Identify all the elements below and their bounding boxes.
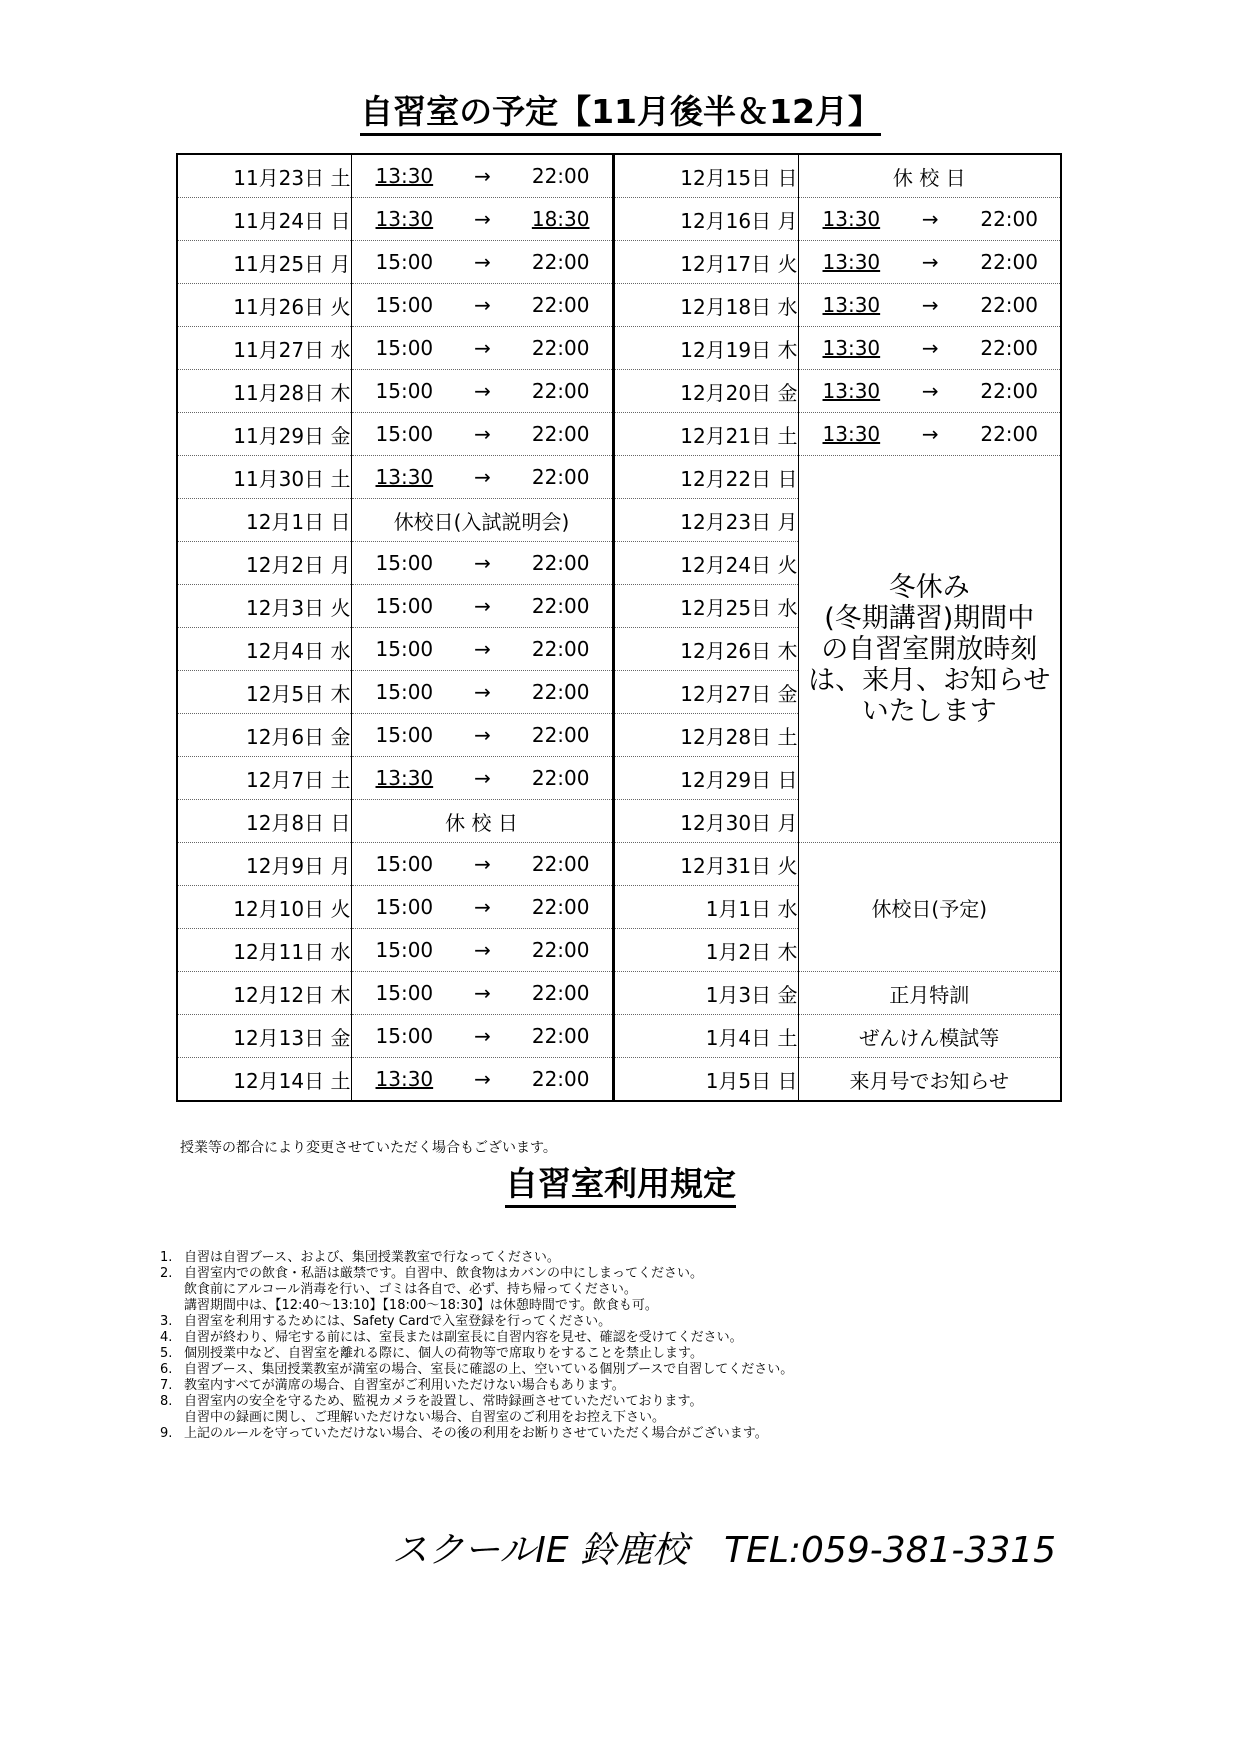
end-time: 22:00	[531, 379, 590, 403]
date-cell: 12月1日 日	[177, 499, 351, 542]
date-cell: 12月31日 火	[613, 843, 798, 886]
date-cell: 12月14日 土	[233, 1068, 351, 1093]
hours-cell: 休 校 日	[798, 154, 1061, 198]
date-cell: 12月17日 火	[613, 241, 798, 284]
date-cell: 1月3日 金	[613, 972, 798, 1015]
rule-item	[160, 1394, 1060, 1410]
arrow-icon: →	[474, 938, 491, 962]
date-cell: 12月5日 木	[177, 671, 351, 714]
arrow-icon: →	[474, 981, 491, 1005]
date-cell: 12月4日 水	[177, 628, 351, 671]
table-row	[177, 456, 1061, 499]
arrow-icon: →	[474, 594, 491, 618]
end-time: 22:00	[531, 1024, 590, 1048]
arrow-icon: →	[474, 336, 491, 360]
start-time: 13:30	[822, 207, 881, 231]
hours-cell: 来月号でお知らせ	[798, 1058, 1061, 1102]
arrow-icon: →	[474, 852, 491, 876]
table-row	[177, 843, 1061, 886]
rule-item	[160, 1362, 1060, 1378]
rule-item	[160, 1266, 1060, 1282]
table-row	[177, 370, 1061, 413]
start-time: 15:00	[375, 551, 434, 575]
rule-number: 4.	[160, 1330, 173, 1345]
rule-text: 自習室を利用するためには、Safety Cardで入室登録を行ってください。	[184, 1314, 612, 1329]
hours-cell	[351, 327, 613, 370]
arrow-icon: →	[474, 895, 491, 919]
hours-cell	[351, 628, 613, 671]
date-cell: 12月24日 火	[613, 542, 798, 585]
rule-item	[160, 1250, 1060, 1266]
hours-cell	[351, 198, 613, 241]
date-cell: 12月28日 土	[613, 714, 798, 757]
start-time: 13:30	[822, 293, 881, 317]
start-time: 13:30	[375, 766, 434, 790]
rule-text: 個別授業中など、自習室を離れる際に、個人の荷物等で席取りをすることを禁止します。	[184, 1346, 703, 1361]
hours-cell	[351, 972, 613, 1015]
rule-text: 自習室内での飲食・私語は厳禁です。自習中、飲食物はカバンの中にしまってください。	[184, 1266, 703, 1281]
date-cell: 12月15日 日	[613, 154, 798, 198]
arrow-icon: →	[474, 1024, 491, 1048]
hours-cell	[798, 370, 1061, 413]
rule-item	[160, 1330, 1060, 1346]
date-cell: 12月21日 土	[613, 413, 798, 456]
end-time: 22:00	[531, 723, 590, 747]
rule-item	[160, 1314, 1060, 1330]
hours-cell	[351, 585, 613, 628]
arrow-icon: →	[474, 1067, 491, 1091]
date-cell: 12月20日 金	[613, 370, 798, 413]
date-cell: 12月12日 木	[177, 972, 351, 1015]
table-row	[177, 413, 1061, 456]
rule-text: 自習中の録画に関し、ご理解いただけない場合、自習室のご利用をお控え下さい。	[184, 1410, 666, 1425]
hours-cell	[351, 241, 613, 284]
rule-item	[160, 1282, 1060, 1298]
hours-cell	[351, 843, 613, 886]
date-cell: 12月10日 火	[177, 886, 351, 929]
start-time: 15:00	[375, 336, 434, 360]
date-cell: 12月6日 金	[177, 714, 351, 757]
school-contact: スクールIE 鈴鹿校 TEL:059-381-3315	[392, 1530, 1057, 1571]
date-cell: 11月24日 日	[177, 198, 351, 241]
start-time: 15:00	[375, 250, 434, 274]
end-time: 22:00	[980, 250, 1038, 274]
hours-cell	[351, 370, 613, 413]
end-time: 22:00	[531, 594, 590, 618]
arrow-icon: →	[474, 164, 491, 188]
start-time: 15:00	[375, 852, 434, 876]
end-time: 22:00	[531, 250, 590, 274]
date-cell: 12月3日 火	[177, 585, 351, 628]
rule-number: 2.	[160, 1266, 173, 1281]
end-time: 18:30	[531, 207, 590, 231]
rule-item	[160, 1298, 1060, 1314]
table-row	[177, 327, 1061, 370]
arrow-icon: →	[474, 766, 491, 790]
start-time: 15:00	[375, 723, 434, 747]
end-time: 22:00	[531, 164, 590, 188]
hours-cell	[798, 327, 1061, 370]
rule-number: 3.	[160, 1314, 173, 1329]
date-cell: 11月30日 土	[177, 456, 351, 499]
rule-text: 上記のルールを守っていただけない場合、その後の利用をお断りさせていただく場合がございます。	[184, 1426, 768, 1441]
start-time: 13:30	[375, 207, 434, 231]
winter-notice-line: 冬休み	[888, 571, 970, 603]
date-cell: 12月19日 木	[613, 327, 798, 370]
date-cell: 12月26日 木	[613, 628, 798, 671]
date-cell: 12月8日 日	[177, 800, 351, 843]
end-time: 22:00	[531, 1067, 590, 1091]
end-time: 22:00	[980, 336, 1038, 360]
end-time: 22:00	[531, 852, 590, 876]
end-time: 22:00	[531, 981, 590, 1005]
table-row	[177, 284, 1061, 327]
hours-cell: 正月特訓	[798, 972, 1061, 1015]
arrow-icon: →	[474, 379, 491, 403]
hours-cell	[798, 413, 1061, 456]
hours-cell	[351, 886, 613, 929]
start-time: 15:00	[375, 895, 434, 919]
hours-cell	[351, 1015, 613, 1058]
table-row	[177, 154, 1061, 198]
start-time: 13:30	[822, 379, 881, 403]
start-time: 15:00	[375, 637, 434, 661]
hours-cell: 休校日(予定)	[798, 843, 1061, 972]
arrow-icon: →	[474, 465, 491, 489]
start-time: 13:30	[822, 422, 881, 446]
rule-item	[160, 1378, 1060, 1394]
end-time: 22:00	[531, 293, 590, 317]
date-cell: 12月7日 土	[177, 757, 351, 800]
arrow-icon: →	[921, 207, 939, 231]
start-time: 15:00	[375, 293, 434, 317]
end-time: 22:00	[531, 680, 590, 704]
hours-cell	[351, 413, 613, 456]
hours-cell	[351, 757, 613, 800]
start-time: 13:30	[822, 336, 881, 360]
hours-cell	[351, 929, 613, 972]
arrow-icon: →	[921, 336, 939, 360]
rule-number: 9.	[160, 1426, 173, 1441]
arrow-icon: →	[474, 680, 491, 704]
start-time: 15:00	[375, 981, 434, 1005]
rule-text: 飲食前にアルコール消毒を行い、ゴミは各自で、必ず、持ち帰ってください。	[184, 1282, 637, 1297]
end-time: 22:00	[531, 938, 590, 962]
table-row	[177, 1058, 1061, 1102]
end-time: 22:00	[531, 422, 590, 446]
start-time: 13:30	[375, 1067, 434, 1091]
hours-cell	[351, 671, 613, 714]
date-cell: 11月29日 金	[177, 413, 351, 456]
end-time: 22:00	[980, 293, 1038, 317]
end-time: 22:00	[531, 637, 590, 661]
winter-notice-line: の自習室開放時刻	[821, 633, 1038, 665]
start-time: 15:00	[375, 422, 434, 446]
end-time: 22:00	[531, 895, 590, 919]
table-row	[177, 1015, 1061, 1058]
end-time: 22:00	[531, 766, 590, 790]
rule-number: 5.	[160, 1346, 173, 1361]
table-row	[177, 198, 1061, 241]
hours-cell: 休校日(入試説明会)	[351, 499, 613, 542]
arrow-icon: →	[474, 723, 491, 747]
date-cell: 11月26日 火	[177, 284, 351, 327]
hours-cell	[798, 241, 1061, 284]
hours-cell	[351, 154, 613, 198]
hours-cell	[351, 456, 613, 499]
arrow-icon: →	[921, 379, 939, 403]
date-cell: 12月29日 日	[613, 757, 798, 800]
date-cell: 12月16日 月	[613, 198, 798, 241]
hours-cell	[351, 284, 613, 327]
end-time: 22:00	[980, 379, 1038, 403]
date-cell: 12月11日 水	[177, 929, 351, 972]
arrow-icon: →	[474, 551, 491, 575]
date-cell: 11月28日 木	[177, 370, 351, 413]
hours-cell: 休 校 日	[351, 800, 613, 843]
date-cell: 1月2日 木	[613, 929, 798, 972]
arrow-icon: →	[474, 250, 491, 274]
end-time: 22:00	[531, 465, 590, 489]
rule-text: 自習が終わり、帰宅する前には、室長または副室長に自習内容を見せ、確認を受けてください。	[184, 1330, 743, 1345]
rule-text: 教室内すべてが満席の場合、自習室がご利用いただけない場合もあります。	[184, 1378, 625, 1393]
start-time: 15:00	[375, 680, 434, 704]
winter-notice-line: いたします	[861, 695, 997, 727]
end-time: 22:00	[980, 207, 1038, 231]
hours-cell	[798, 198, 1061, 241]
change-notice: 授業等の都合により変更させていただく場合もございます。	[180, 1140, 557, 1156]
start-time: 15:00	[375, 379, 434, 403]
start-time: 15:00	[375, 594, 434, 618]
winter-notice-line: は、来月、お知らせ	[808, 664, 1051, 696]
arrow-icon: →	[921, 293, 939, 317]
table-row	[177, 241, 1061, 284]
winter-notice-line: (冬期講習)期間中	[824, 602, 1035, 634]
date-cell: 1月5日 日	[613, 1058, 798, 1102]
date-cell: 1月4日 土	[613, 1015, 798, 1058]
rules-title: 自習室利用規定	[0, 1158, 1241, 1205]
page-title: 自習室の予定【11月後半＆12月】	[0, 86, 1241, 133]
rule-item	[160, 1410, 1060, 1426]
rule-text: 自習ブース、集団授業教室が満室の場合、室長に確認の上、空いている個別ブースで自習してください。	[184, 1362, 794, 1377]
arrow-icon: →	[474, 637, 491, 661]
hours-cell	[351, 542, 613, 585]
rule-item	[160, 1346, 1060, 1362]
hours-cell	[351, 714, 613, 757]
date-cell: 12月23日 月	[613, 499, 798, 542]
arrow-icon: →	[921, 250, 939, 274]
rule-text: 自習室内の安全を守るため、監視カメラを設置し、常時録画させていただいております。	[184, 1394, 703, 1409]
rule-item	[160, 1426, 1060, 1442]
arrow-icon: →	[474, 293, 491, 317]
rule-text: 自習は自習ブース、および、集団授業教室で行なってください。	[184, 1250, 560, 1265]
hours-cell	[798, 456, 1061, 843]
arrow-icon: →	[474, 422, 491, 446]
date-cell: 12月9日 月	[177, 843, 351, 886]
date-cell: 12月18日 水	[613, 284, 798, 327]
date-cell: 12月13日 金	[177, 1015, 351, 1058]
hours-cell	[351, 1058, 613, 1102]
arrow-icon: →	[921, 422, 939, 446]
date-cell: 12月30日 月	[613, 800, 798, 843]
start-time: 13:30	[375, 465, 434, 489]
rule-number: 1.	[160, 1250, 173, 1265]
table-row	[177, 972, 1061, 1015]
rules-list	[160, 1250, 1060, 1442]
schedule-table	[176, 153, 1062, 1102]
rule-number: 6.	[160, 1362, 173, 1377]
date-cell: 12月27日 金	[613, 671, 798, 714]
date-cell: 11月25日 月	[177, 241, 351, 284]
date-cell: 12月22日 日	[613, 456, 798, 499]
date-cell: 12月25日 水	[613, 585, 798, 628]
start-time: 15:00	[375, 1024, 434, 1048]
date-cell: 12月2日 月	[177, 542, 351, 585]
date-cell: 11月23日 土	[177, 154, 351, 198]
date-cell: 11月27日 水	[177, 327, 351, 370]
rule-number: 8.	[160, 1394, 173, 1409]
start-time: 13:30	[375, 164, 434, 188]
hours-cell	[798, 284, 1061, 327]
date-cell: 1月1日 水	[613, 886, 798, 929]
end-time: 22:00	[980, 422, 1038, 446]
end-time: 22:00	[531, 551, 590, 575]
hours-cell: ぜんけん模試等	[798, 1015, 1061, 1058]
start-time: 15:00	[375, 938, 434, 962]
rule-number: 7.	[160, 1378, 173, 1393]
end-time: 22:00	[531, 336, 590, 360]
arrow-icon: →	[474, 207, 491, 231]
rule-text: 講習期間中は、【12:40～13:10】【18:00～18:30】は休憩時間です。飲食も可。	[184, 1298, 658, 1313]
start-time: 13:30	[822, 250, 881, 274]
